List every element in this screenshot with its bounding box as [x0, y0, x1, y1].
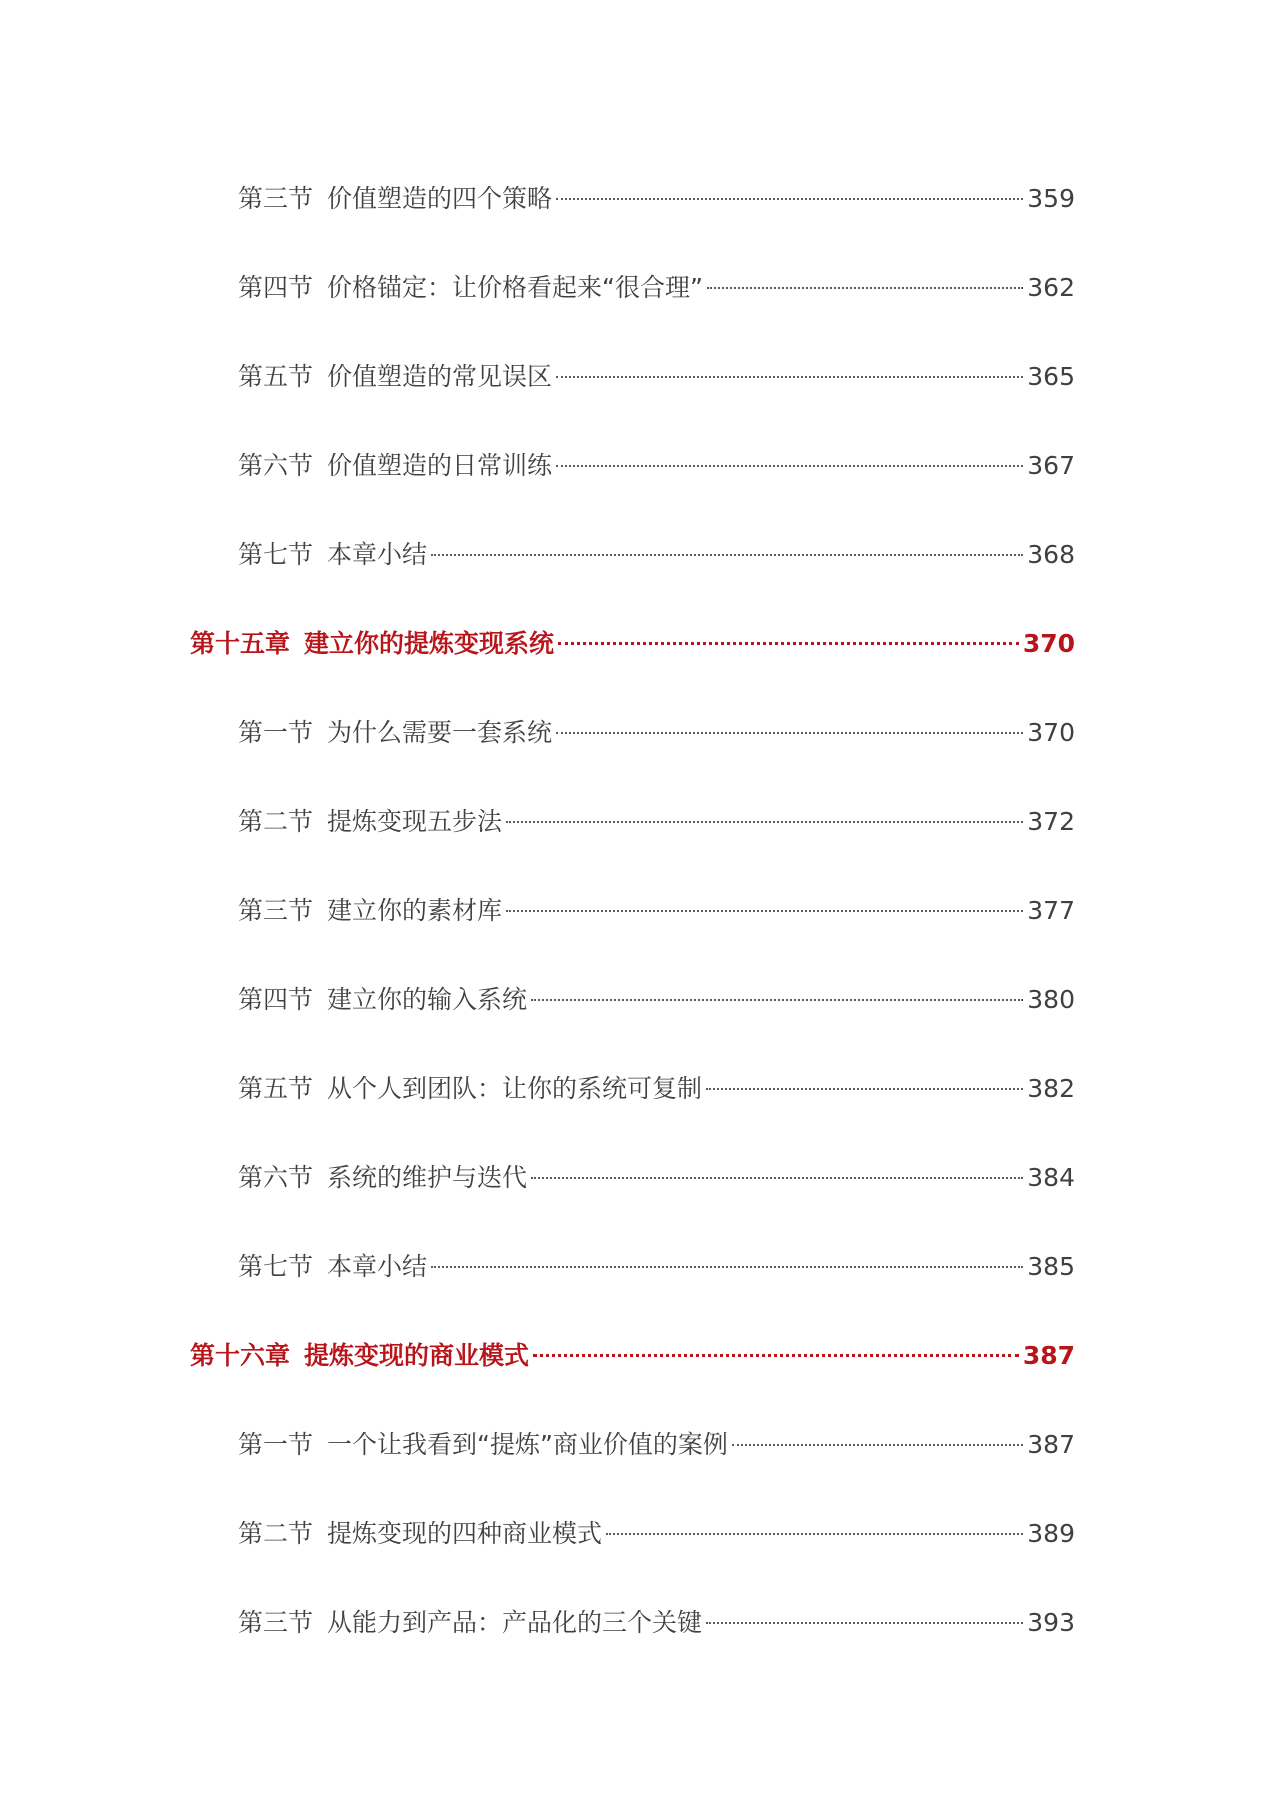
dot-leader: [732, 1444, 1023, 1446]
toc-entry-label: [238, 177, 552, 221]
dot-leader: [506, 910, 1023, 912]
toc-entry[interactable]: [238, 1423, 1075, 1467]
toc-entry-page: 385: [1027, 1252, 1075, 1281]
dot-leader: [533, 1354, 1019, 1357]
toc-chapter-title: 提炼变现的商业模式: [304, 1341, 530, 1370]
dot-leader: [556, 198, 1023, 200]
toc-entry-page: 384: [1027, 1163, 1075, 1192]
dot-leader: [431, 554, 1023, 556]
toc-entry-number: 第六节: [238, 451, 314, 480]
toc-entry-number: 第五节: [238, 362, 314, 391]
toc-entry-number: 第二节: [238, 1519, 314, 1548]
toc-entry-label: [238, 1245, 427, 1289]
toc-entry-page: 362: [1027, 273, 1075, 302]
toc-entry-number: 第七节: [238, 540, 314, 569]
toc-entry-title: 价格锚定：让价格看起来“很合理”: [327, 273, 703, 302]
toc-chapter-label: [190, 622, 554, 666]
toc-entry[interactable]: [238, 1067, 1075, 1111]
toc-chapter-label: [190, 1334, 529, 1378]
toc-entry-label: [238, 1512, 602, 1556]
dot-leader: [707, 287, 1023, 289]
toc-entry-page: 382: [1027, 1074, 1075, 1103]
toc-entry[interactable]: [238, 800, 1075, 844]
toc-entry-title: 从能力到产品：产品化的三个关键: [327, 1608, 703, 1637]
toc-entry-label: [238, 978, 527, 1022]
toc-chapter-entry[interactable]: [190, 1334, 1075, 1378]
toc-entry-title: 从个人到团队：让你的系统可复制: [327, 1074, 703, 1103]
toc-entry-title: 一个让我看到“提炼”商业价值的案例: [327, 1430, 728, 1459]
toc-entry-number: 第四节: [238, 273, 314, 302]
toc-entry[interactable]: [238, 444, 1075, 488]
toc-entry[interactable]: [238, 711, 1075, 755]
toc-entry-title: 提炼变现五步法: [327, 807, 503, 836]
toc-entry[interactable]: [238, 1156, 1075, 1200]
toc-entry-number: 第三节: [238, 1608, 314, 1637]
toc-entry[interactable]: [238, 177, 1075, 221]
dot-leader: [706, 1088, 1023, 1090]
toc-entry-number: 第一节: [238, 1430, 314, 1459]
toc-entry-label: [238, 889, 502, 933]
toc-entry-page: 393: [1027, 1608, 1075, 1637]
dot-leader: [431, 1266, 1023, 1268]
toc-chapter-number: 第十五章: [190, 629, 291, 658]
dot-leader: [706, 1622, 1023, 1624]
toc-entry-label: [238, 355, 552, 399]
toc-entry[interactable]: [238, 533, 1075, 577]
toc-entry-page: 387: [1027, 1430, 1075, 1459]
toc-entry-number: 第四节: [238, 985, 314, 1014]
toc-entry-title: 提炼变现的四种商业模式: [327, 1519, 603, 1548]
toc-entry-label: [238, 1601, 702, 1645]
toc-entry-title: 本章小结: [327, 1252, 428, 1281]
toc-entry-page: 377: [1027, 896, 1075, 925]
toc-entry-page: 372: [1027, 807, 1075, 836]
toc-entry-label: [238, 266, 703, 310]
toc-entry-label: [238, 800, 502, 844]
dot-leader: [531, 999, 1023, 1001]
toc-entry-page: 365: [1027, 362, 1075, 391]
toc-entry-title: 价值塑造的常见误区: [327, 362, 553, 391]
toc-chapter-page: 387: [1022, 1341, 1075, 1370]
toc-entry-number: 第五节: [238, 1074, 314, 1103]
toc-entry-label: [238, 711, 552, 755]
toc-entry-page: 367: [1027, 451, 1075, 480]
toc-entry-title: 价值塑造的日常训练: [327, 451, 553, 480]
toc-entry-number: 第三节: [238, 184, 314, 213]
toc-entry-page: 359: [1027, 184, 1075, 213]
toc-entry[interactable]: [238, 266, 1075, 310]
toc-entry-label: [238, 1067, 702, 1111]
toc-entry-number: 第六节: [238, 1163, 314, 1192]
toc-entry-label: [238, 1423, 728, 1467]
toc-entry[interactable]: [238, 889, 1075, 933]
toc-entry[interactable]: [238, 1512, 1075, 1556]
toc-entry-label: [238, 1156, 527, 1200]
toc-entry-label: [238, 444, 552, 488]
toc-entry-page: 370: [1027, 718, 1075, 747]
dot-leader: [506, 821, 1023, 823]
toc-chapter-number: 第十六章: [190, 1341, 291, 1370]
dot-leader: [531, 1177, 1023, 1179]
toc-entry[interactable]: [238, 1601, 1075, 1645]
toc-entry-page: 380: [1027, 985, 1075, 1014]
toc-entry-number: 第一节: [238, 718, 314, 747]
toc-entry[interactable]: [238, 1245, 1075, 1289]
toc-entry-title: 建立你的素材库: [327, 896, 503, 925]
toc-entry-title: 本章小结: [327, 540, 428, 569]
toc-chapter-title: 建立你的提炼变现系统: [304, 629, 555, 658]
toc-entry-page: 389: [1027, 1519, 1075, 1548]
toc-entry[interactable]: [238, 355, 1075, 399]
toc-entry-title: 为什么需要一套系统: [327, 718, 553, 747]
toc-entry-number: 第二节: [238, 807, 314, 836]
toc-entry-title: 系统的维护与迭代: [327, 1163, 528, 1192]
dot-leader: [606, 1533, 1023, 1535]
toc-entry[interactable]: [238, 978, 1075, 1022]
toc-chapter-entry[interactable]: [190, 622, 1075, 666]
dot-leader: [558, 642, 1019, 645]
toc-entry-title: 建立你的输入系统: [327, 985, 528, 1014]
toc-entry-page: 368: [1027, 540, 1075, 569]
toc-entry-number: 第七节: [238, 1252, 314, 1281]
toc-entry-title: 价值塑造的四个策略: [327, 184, 553, 213]
dot-leader: [556, 465, 1023, 467]
dot-leader: [556, 376, 1023, 378]
toc-entry-label: [238, 533, 427, 577]
toc-chapter-page: 370: [1022, 629, 1075, 658]
toc-entry-number: 第三节: [238, 896, 314, 925]
dot-leader: [556, 732, 1023, 734]
